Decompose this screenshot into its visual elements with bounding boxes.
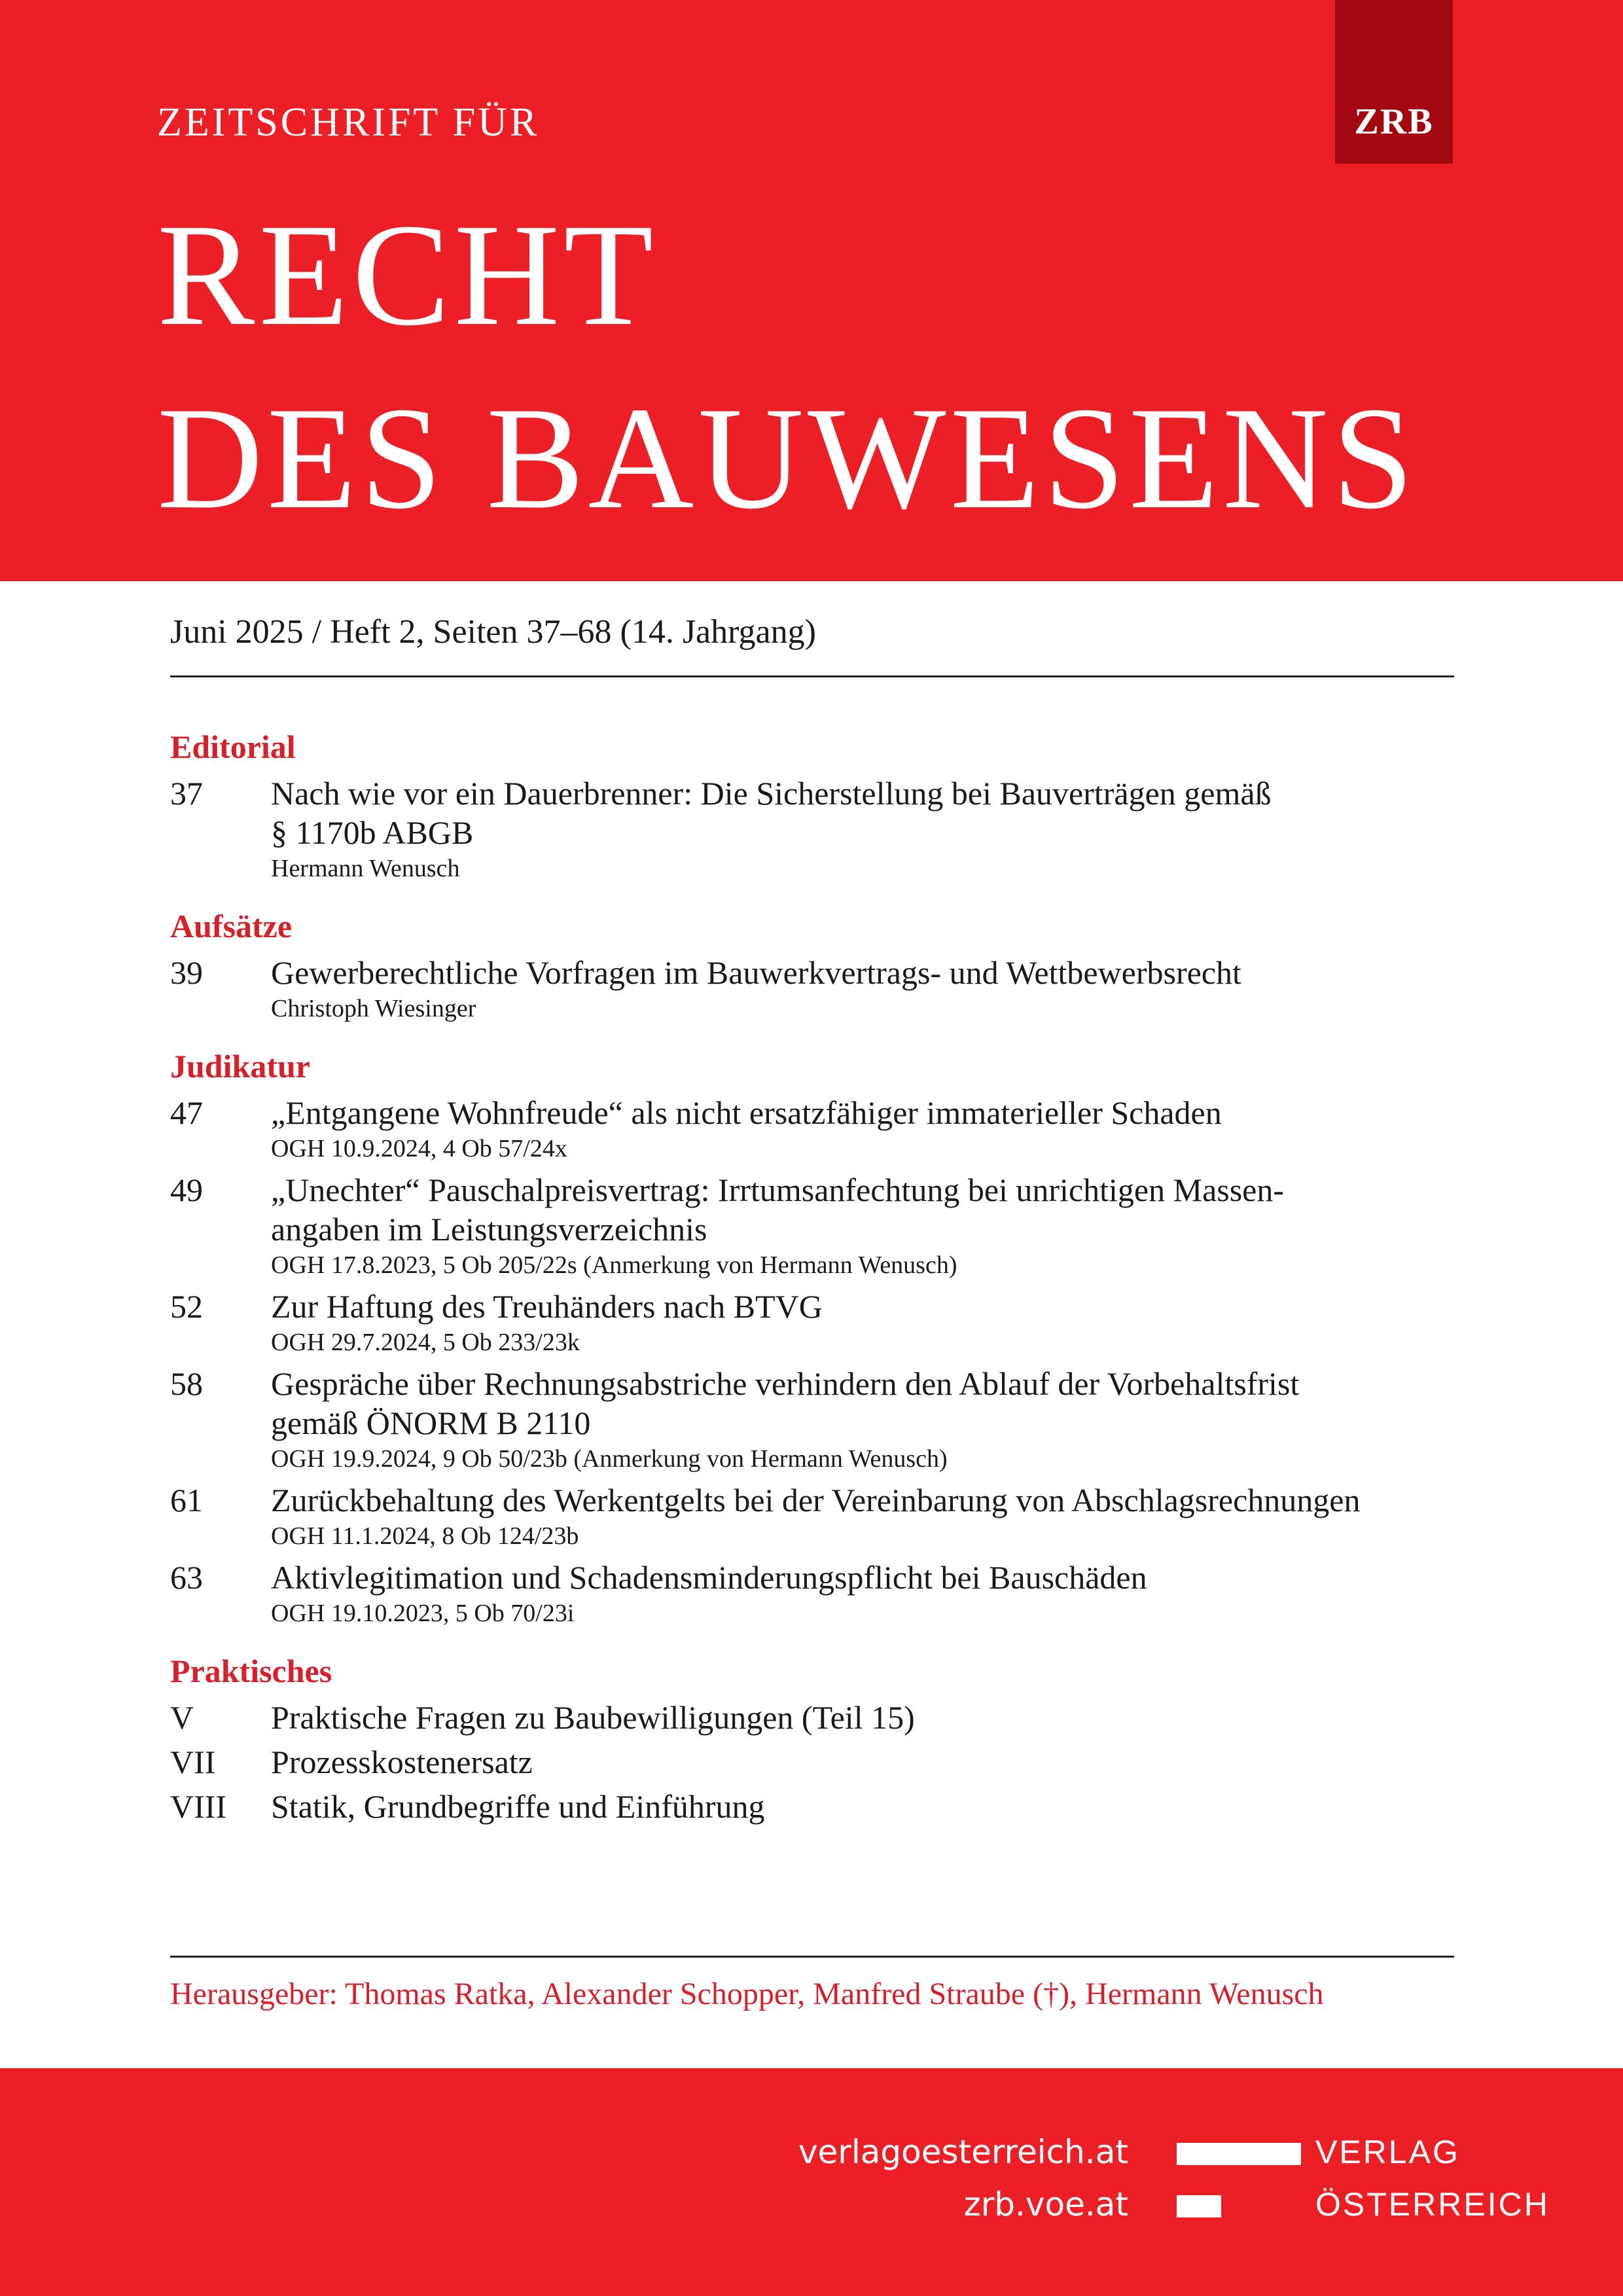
entry-title: Aktivlegitimation und Schadensminderungspflicht bei Bauschäden [271,1559,1147,1596]
section-heading-aufsaetze: Aufsätze [170,908,293,944]
journal-supertitle: ZEITSCHRIFT FÜR [157,100,540,145]
entry-text [271,1093,1454,1165]
entry-title-continued: § 1170b ABGB [271,814,474,851]
publisher-name-line1: VERLAG [1315,2134,1460,2170]
entry-page: 52 [170,1288,203,1325]
entry-page: V [170,1699,194,1736]
toc-entry [170,1742,1454,1782]
entry-text [271,1742,1454,1782]
entry-page: 61 [170,1482,203,1518]
entry-title: Gespräche über Rechnungsabstriche verhindern den Ablauf der Vorbehaltsfrist [271,1365,1300,1402]
toc-entry [170,1787,1454,1826]
entry-page: 37 [170,775,203,812]
entry-title-continued: angaben im Leistungsverzeichnis [271,1211,707,1247]
entry-title-continued: gemäß ÖNORM B 2110 [271,1405,591,1441]
journal-abbreviation-badge [1335,0,1453,164]
toc-entry [170,1287,1454,1359]
toc-entry [170,953,1454,1025]
entry-text [271,1170,1454,1282]
entry-text [271,953,1454,1025]
section-heading-praktisches: Praktisches [170,1653,332,1689]
entry-author: Hermann Wenusch [271,855,460,882]
entry-title: Nach wie vor ein Dauerbrenner: Die Sicherstellung bei Bauverträgen gemäß [271,775,1272,812]
entry-page: 58 [170,1365,203,1402]
entry-citation: OGH 19.9.2024, 9 Ob 50/23b (Anmerkung von Hermann Wenusch) [271,1445,948,1473]
entry-title: Praktische Fragen zu Baubewilligungen (Teil 15) [271,1699,915,1736]
entry-citation: OGH 17.8.2023, 5 Ob 205/22s (Anmerkung von Hermann Wenusch) [271,1251,957,1279]
entry-page: VII [170,1744,216,1780]
entry-title: Zur Haftung des Treuhänders nach BTVG [271,1288,823,1325]
publisher-name-line2: ÖSTERREICH [1315,2186,1550,2223]
entry-citation: OGH 11.1.2024, 8 Ob 124/23b [271,1522,579,1550]
badge-text: ZRB [1354,101,1434,142]
entry-text [271,1287,1454,1359]
toc-entry [170,1364,1454,1475]
entry-citation: OGH 29.7.2024, 5 Ob 233/23k [271,1329,580,1356]
top-divider [170,675,1454,677]
editors-line: Herausgeber: Thomas Ratka, Alexander Schopper, Manfred Straube (†), Hermann Wenusch [170,1977,1324,2011]
entry-title: Statik, Grundbegriffe und Einführung [271,1788,765,1825]
entry-citation: OGH 19.10.2023, 5 Ob 70/23i [271,1600,575,1627]
section-heading-judikatur: Judikatur [170,1048,310,1085]
journal-title-line2: DES BAUWESENS [157,377,1418,539]
entry-author: Christoph Wiesinger [271,995,476,1022]
toc-entry [170,1698,1454,1737]
issue-line: Juni 2025 / Heft 2, Seiten 37–68 (14. Jahrgang) [170,613,816,651]
entry-page: 49 [170,1172,203,1208]
table-of-contents [170,725,1454,1826]
toc-entry [170,1170,1454,1282]
entry-title: „Entgangene Wohnfreude“ als nicht ersatzfähiger immaterieller Schaden [271,1094,1222,1131]
publisher-logo-bar-short [1177,2195,1221,2217]
entry-title: Prozesskostenersatz [271,1744,533,1780]
section-heading-editorial: Editorial [170,728,296,765]
entry-page: 63 [170,1559,203,1596]
bottom-divider [170,1956,1454,1958]
toc-entry [170,774,1454,885]
entry-text [271,1364,1454,1475]
entry-page: VIII [170,1788,227,1825]
entry-page: 39 [170,954,203,991]
journal-title-line1: RECHT [157,194,658,356]
toc-entry [170,1480,1454,1552]
journal-website-link[interactable]: zrb.voe.at [963,2185,1128,2223]
publisher-logo-bar-long [1177,2143,1301,2165]
entry-title: „Unechter“ Pauschalpreisvertrag: Irrtumsanfechtung bei unrichtigen Massen- [271,1172,1285,1208]
publisher-website-link[interactable]: verlagoesterreich.at [798,2133,1128,2171]
entry-title: Zurückbehaltung des Werkentgelts bei der Vereinbarung von Abschlagsrechnungen [271,1482,1361,1518]
entry-text [271,1787,1454,1826]
cover-footer [0,2068,1623,2296]
toc-entry [170,1558,1454,1630]
entry-page: 47 [170,1094,203,1131]
entry-text [271,1480,1454,1552]
entry-citation: OGH 10.9.2024, 4 Ob 57/24x [271,1135,567,1162]
entry-text [271,774,1454,885]
cover-header [0,0,1623,581]
entry-title: Gewerberechtliche Vorfragen im Bauwerkvertrags- und Wettbewerbsrecht [271,954,1241,991]
entry-text [271,1698,1454,1737]
entry-text [271,1558,1454,1630]
toc-entry [170,1093,1454,1165]
